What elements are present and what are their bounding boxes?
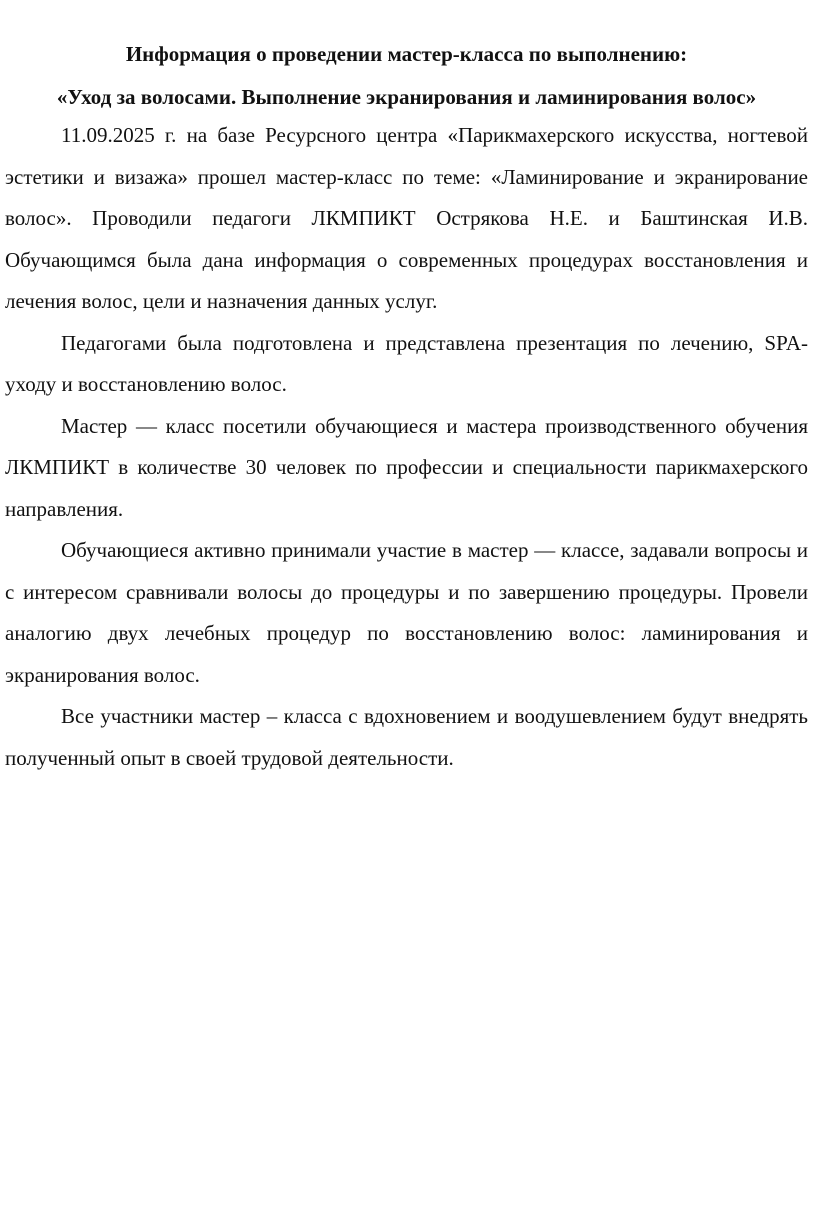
document-subtitle: «Уход за волосами. Выполнение экранирования и ламинирования волос» — [56, 85, 757, 109]
document-heading — [5, 38, 808, 113]
document-body — [5, 38, 808, 779]
paragraph-participation: Обучающиеся активно принимали участие в мастер — классе, задавали вопросы и с интересом сравнивали волосы до процедуры и по завершению процедуры. Провели аналогию двух лечебных процедур по восстановлению волос: ламинирования и экранирования волос. — [5, 538, 808, 687]
paragraph-event-summary: 11.09.2025 г. на базе Ресурсного центра «Парикмахерского искусства, ногтевой эстетики и визажа» прошел мастер-класс по теме: «Ламинирование и экранирование волос». Проводили педагоги ЛКМПИКТ Острякова Н.Е. и Баштинская И.В. Обучающимся была дана информация о современных процедурах восстановления и лечения волос, цели и назначения данных услуг. — [5, 123, 808, 313]
paragraph-presentation: Педагогами была подготовлена и представлена презентация по лечению, SPA-уходу и восстановлению волос. — [5, 330, 808, 396]
document-title: Информация о проведении мастер-класса по выполнению: — [125, 42, 688, 66]
paragraph-conclusion: Все участники мастер – класса с вдохновением и воодушевлением будут внедрять полученный опыт в своей трудовой деятельности. — [5, 704, 808, 770]
paragraph-attendees: Мастер — класс посетили обучающиеся и мастера производственного обучения ЛКМПИКТ в количестве 30 человек по профессии и специальности парикмахерского направления. — [5, 413, 808, 521]
